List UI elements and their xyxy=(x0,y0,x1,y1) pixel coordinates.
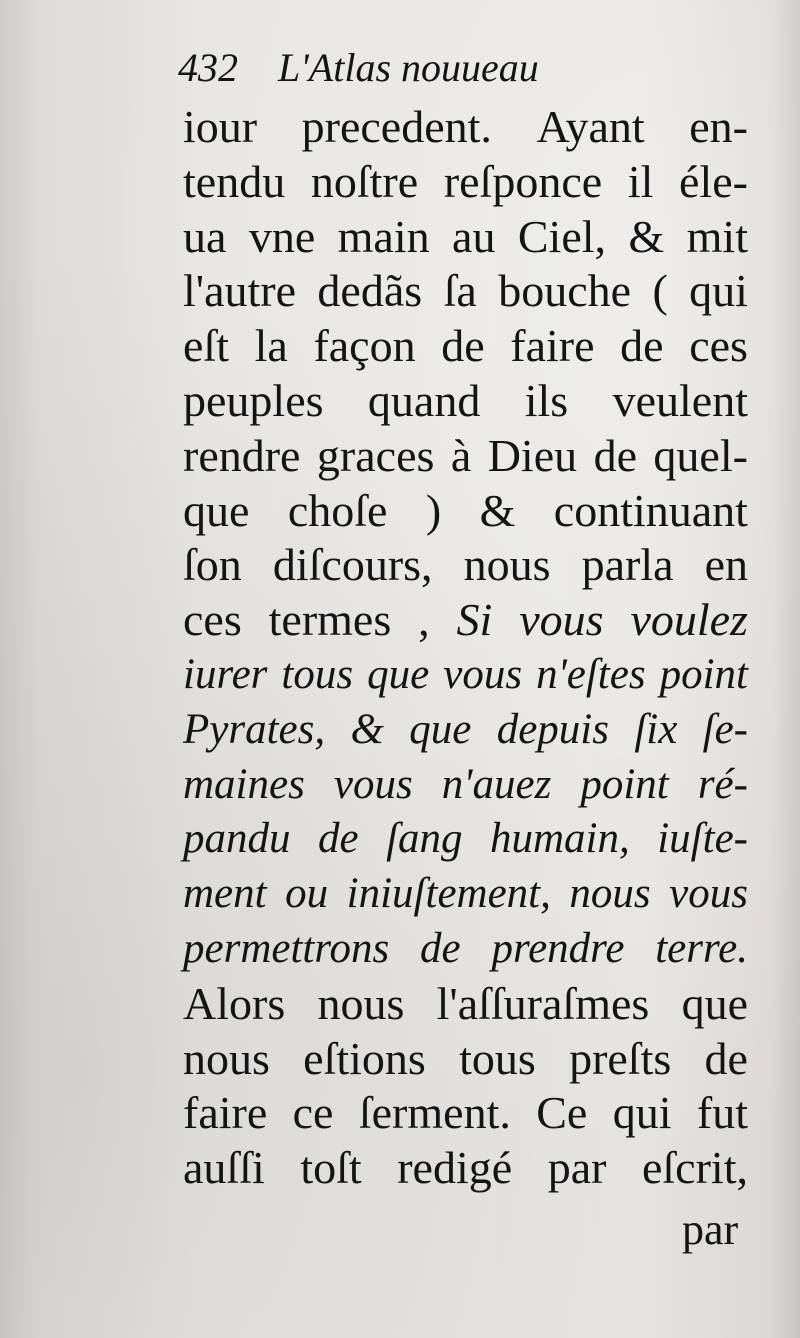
body-text xyxy=(183,100,748,1196)
word: quand xyxy=(367,374,481,426)
word: vous xyxy=(443,650,523,698)
word: ſang xyxy=(386,815,463,863)
word: ſe- xyxy=(702,705,748,753)
word: ) xyxy=(425,484,442,536)
word: de xyxy=(704,1032,748,1084)
running-header xyxy=(178,38,539,98)
word: mit xyxy=(686,210,748,262)
text-line xyxy=(183,1141,748,1196)
text-line xyxy=(183,703,748,758)
text-line xyxy=(183,429,748,484)
word: que xyxy=(367,650,430,698)
text-line xyxy=(183,812,748,867)
word: permettrons xyxy=(183,924,390,972)
word: ment xyxy=(183,870,267,918)
text-line xyxy=(183,538,748,593)
word: n'eſtes xyxy=(536,650,646,698)
word: iuſte- xyxy=(657,815,748,863)
word: parla xyxy=(581,539,674,591)
word: veulent xyxy=(612,374,748,426)
word: rendre xyxy=(183,429,301,481)
running-title: L'Atlas nouueau xyxy=(278,45,539,90)
word: noſtre xyxy=(310,155,419,207)
word: Dieu xyxy=(487,429,578,481)
word: reſponce xyxy=(443,155,603,207)
text-line xyxy=(183,922,748,977)
word: graces xyxy=(316,429,435,481)
text-line xyxy=(183,155,748,210)
catchword: par xyxy=(682,1205,739,1254)
word: n'auez xyxy=(441,760,552,808)
word: Pyrates, xyxy=(183,705,326,753)
word: de xyxy=(441,320,485,372)
word: vous xyxy=(519,594,604,646)
word: faire xyxy=(183,1087,268,1139)
text-line xyxy=(183,648,748,703)
word: en xyxy=(704,539,748,591)
word: nous xyxy=(317,977,405,1029)
text-line xyxy=(183,100,748,155)
word: quel- xyxy=(653,429,748,481)
word: preſts xyxy=(569,1032,672,1084)
text-line xyxy=(183,210,748,265)
word: de xyxy=(593,429,637,481)
word: qui xyxy=(689,265,748,317)
word: l'autre xyxy=(183,265,297,317)
text-line xyxy=(183,374,748,429)
word: Alors xyxy=(183,977,286,1029)
word: choſe xyxy=(287,484,388,536)
word: terre. xyxy=(655,924,748,972)
text-line xyxy=(183,484,748,539)
word: nous xyxy=(183,1032,270,1084)
word: il xyxy=(627,155,654,207)
text-line xyxy=(183,758,748,813)
word: nous xyxy=(569,870,651,918)
page-edge-shadow xyxy=(770,0,800,1338)
word: dedãs xyxy=(317,265,423,317)
word: de xyxy=(317,815,359,863)
word: ſa xyxy=(443,265,477,317)
text-line xyxy=(183,1032,748,1087)
word: ce xyxy=(292,1087,334,1139)
text-line xyxy=(183,1086,748,1141)
word: bouche xyxy=(498,265,632,317)
word: & xyxy=(479,484,516,536)
word: tous xyxy=(281,650,354,698)
word: depuis xyxy=(496,705,609,753)
word: nous xyxy=(463,539,551,591)
word: & xyxy=(628,210,665,262)
word: redigé xyxy=(397,1142,513,1194)
word: ils xyxy=(524,374,569,426)
word: voulez xyxy=(630,594,748,646)
word: ré- xyxy=(697,760,748,808)
word: Ciel, xyxy=(517,210,607,262)
text-line xyxy=(183,593,748,648)
word: eſcrit, xyxy=(641,1142,748,1194)
word: point xyxy=(580,760,669,808)
word: que xyxy=(183,484,250,536)
word: iour xyxy=(183,101,258,152)
word: Si xyxy=(456,594,493,646)
word: façon xyxy=(313,320,416,372)
word: vous xyxy=(333,760,413,808)
word: éle- xyxy=(679,155,748,207)
word: point xyxy=(659,650,748,698)
word: de xyxy=(620,320,664,372)
word: ou xyxy=(285,870,329,918)
word: , xyxy=(418,594,430,646)
word: faire xyxy=(510,320,595,372)
word: vne xyxy=(248,210,316,262)
text-line xyxy=(183,977,748,1032)
word: ces xyxy=(183,594,242,646)
word: precedent. xyxy=(301,101,492,152)
word: que xyxy=(409,705,472,753)
word: main xyxy=(337,210,430,262)
word: ces xyxy=(689,320,748,372)
word: au xyxy=(452,210,496,262)
word: ſix xyxy=(634,705,678,753)
word: Ayant xyxy=(536,101,645,152)
word: l'aſſuraſmes xyxy=(436,977,650,1029)
text-line xyxy=(183,319,748,374)
word: & xyxy=(350,705,384,753)
word: par xyxy=(547,1142,607,1194)
word: tendu xyxy=(183,155,286,207)
word: maines xyxy=(183,760,305,808)
word: humain, xyxy=(490,815,630,863)
word: diſcours, xyxy=(272,539,433,591)
word: vous xyxy=(669,870,748,918)
word: de xyxy=(420,924,461,972)
word: peuples xyxy=(183,374,324,426)
word: en- xyxy=(689,101,748,152)
word: toſt xyxy=(300,1142,362,1194)
word: pandu xyxy=(183,815,291,863)
word: qui xyxy=(612,1087,672,1139)
text-line xyxy=(183,264,748,319)
word: eſtions xyxy=(303,1032,426,1084)
word: iniuſtement, xyxy=(346,870,551,918)
word: que xyxy=(681,977,748,1029)
word: ua xyxy=(183,210,227,262)
word: eſt xyxy=(183,320,229,372)
word: Ce xyxy=(536,1087,588,1139)
word: ſerment. xyxy=(358,1087,511,1139)
word: tous xyxy=(459,1032,536,1084)
word: fut xyxy=(696,1087,748,1139)
word: ( xyxy=(652,265,668,317)
word: continuant xyxy=(553,484,748,536)
word: termes xyxy=(268,594,392,646)
word: iurer xyxy=(183,650,268,698)
word: ſon xyxy=(183,539,242,591)
word: la xyxy=(254,320,288,372)
page-number: 432 xyxy=(178,45,238,90)
word: auſſi xyxy=(183,1142,265,1194)
word: à xyxy=(450,429,472,481)
word: prendre xyxy=(491,924,625,972)
text-line xyxy=(183,867,748,922)
